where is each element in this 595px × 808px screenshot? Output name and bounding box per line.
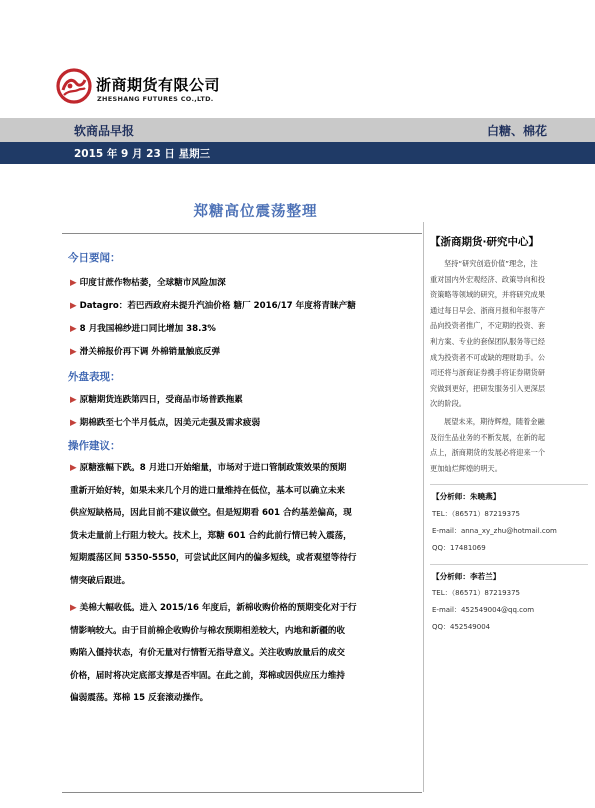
sidebar-intro: 坚持“研究创造价值”理念，注 重对国内外宏观经济、政策导向和投 资策略等领域的研究，并将研究成果 通过每日早会、浙商月报和年报等产 品向投资者推广，不定期的投资、套 利方案、专业的套保团队服务等已经 成为投资者不可或缺的理财助手。公 司还将与浙商证券携手将证券期货研 究做到更好，把研发服务引入更深层 次的阶段。 (430, 259, 546, 409)
report-type: 软商品早报 (74, 124, 135, 138)
bullet-icon: ▶ (70, 463, 77, 473)
bullet-icon: ▶ (70, 278, 77, 288)
main-title: 郑糖高位震荡整理 (193, 204, 318, 220)
sidebar-outlook: 展望未来，期待辉煌，随着金融 及衍生品业务的不断发展，在新的起 点上，浙商期货的发展必将迎来一个 更加灿烂辉煌的明天。 (430, 417, 546, 473)
column-divider (423, 222, 424, 792)
company-name-en: ZHESHANG FUTURES CO.,LTD. (97, 95, 214, 103)
zheshang-logo-icon (56, 68, 92, 104)
bullet-icon: ▶ (70, 418, 77, 428)
report-date: 2015 年 9 月 23 日 星期三 (74, 148, 211, 160)
analyst-tel: TEL：（86571）87219375 (432, 510, 520, 518)
section-heading-news: 今日要闻： (68, 252, 121, 264)
sidebar-title: 【浙商期货·研究中心】 (430, 236, 539, 248)
report-products: 白糖、棉花 (486, 124, 547, 138)
bullet-icon: ▶ (70, 301, 77, 311)
section-heading-advice: 操作建议： (68, 440, 121, 452)
list-item: ▶ 8 月我国棉纱进口同比增加 38.3% (70, 324, 216, 334)
section-heading-external: 外盘表现： (68, 371, 121, 383)
list-item: ▶ 期棉跌至七个半月低点，因美元走强及需求疲弱 (70, 418, 261, 428)
analyst-title: 【分析师：李若兰】 (432, 572, 501, 581)
list-item: ▶ 原糖期货连跌第四日，受商品市场普跌拖累 (70, 395, 243, 405)
bullet-icon: ▶ (70, 347, 77, 357)
analyst-divider-1 (430, 484, 588, 485)
list-item: ▶ 印度甘蔗作物枯萎，全球糖市风险加深 (70, 278, 226, 288)
advice-paragraph-cotton: ▶ 美棉大幅收低。进入 2015/16 年度后，新棉收购价格的预期变化对于行 情影响较大。由于目前棉企收购价与棉农预期相差较大，内地和新疆的收 购陷入僵持状态，有价无量对行情暂无指导意义。关注收购放量后的成交 价格，届时将决定底部支撑是否牢固。在此之前，郑棉或因供应压力维持 偏弱震荡。郑棉 15 反套滚动操作。 (70, 603, 357, 704)
advice-paragraph-sugar: ▶ 原糖涨幅下跌。8 月进口开始缩量，市场对于进口管制政策效果的预期 重新开始好转，如果未来几个月的进口量维持在低位，基本可以确立未来 供应短缺格局，因此目前不建议做空。但是短期看 601 合约基差偏高，现 货未走量前上行阻力较大。技术上，郑糖 601 合约此前行情已转入震荡， 短期震荡区间 5350-5550，可尝试此区间内的偏多短线，或者观望等待行 情突破后跟进。 (70, 463, 357, 586)
bullet-icon: ▶ (70, 324, 77, 334)
company-name-cn: 浙商期货有限公司 (96, 76, 221, 94)
bullet-icon: ▶ (70, 603, 77, 613)
divider-bottom (62, 792, 422, 793)
bullet-icon: ▶ (70, 395, 77, 405)
list-item: ▶ 滑关棉报价再下调 外棉销量触底反弹 (70, 347, 221, 357)
divider-top (62, 233, 422, 234)
report-type-band (0, 118, 595, 142)
analyst-tel: TEL：（86571）87219375 (432, 589, 520, 597)
analyst-divider-2 (430, 564, 588, 565)
analyst-email: E-mail：452549004@qq.com (432, 606, 535, 614)
date-band (0, 142, 595, 164)
analyst-qq: QQ：17481069 (432, 544, 486, 552)
analyst-email: E-mail：anna_xy_zhu@hotmail.com (432, 527, 557, 535)
analyst-title: 【分析师：朱曉燕】 (432, 492, 501, 501)
analyst-qq: QQ：452549004 (432, 623, 491, 631)
list-item: ▶ Datagro：若巴西政府未提升汽油价格 糖厂 2016/17 年度将青睐产糖 (70, 301, 356, 311)
